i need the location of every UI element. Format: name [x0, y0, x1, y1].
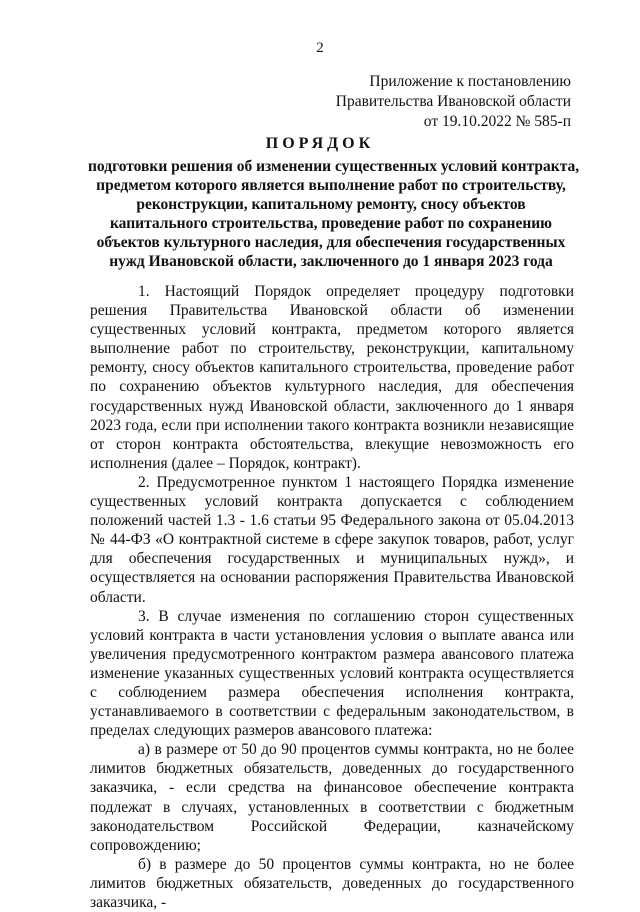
subtitle-line: предметом которого является выполнение работ по строительству,: [96, 177, 566, 194]
subtitle-line: реконструкции, капитальному ремонту, сносу объектов: [136, 196, 526, 213]
paragraph-3a: а) в размере от 50 до 90 процентов суммы контракта, но не более лимитов бюджетных обязательств, доведенных до государственного заказчика, - если средства на финансовое обеспечение контракта подлежат в случаях, установленных в соответствии с бюджетным законодательством Российской Федерации, казначейскому сопровождению;: [90, 741, 574, 854]
appendix-line: Приложение к постановлению: [369, 73, 571, 90]
appendix-header: [336, 72, 571, 132]
subtitle-line: объектов культурного наследия, для обеспечения государственных: [96, 234, 566, 251]
paragraph-1: 1. Настоящий Порядок определяет процедуру подготовки решения Правительства Ивановской области об изменении существенных условий контракта, предметом которого является выполнение работ по строительству, реконструкции, капитальному ремонту, сносу объектов капитального строительства, проведение работ по сохранению объектов культурного наследия, для обеспечения государственных нужд Ивановской области, заключенного до 1 января 2023 года, если при исполнении такого контракта возникли независящие от сторон контракта обстоятельства, влекущие невозможность его исполнения (далее – Порядок, контракт).: [90, 283, 574, 472]
page-number: 2: [316, 40, 324, 56]
appendix-line: от 19.10.2022 № 585-п: [423, 113, 571, 130]
paragraph-3b: б) в размере до 50 процентов суммы контракта, но не более лимитов бюджетных обязательств, доведенных до государственного заказчика, -: [90, 855, 574, 911]
paragraph-3: 3. В случае изменения по соглашению сторон существенных условий контракта в части установления условия о выплате аванса или увеличения предусмотренного контрактом размера авансового платежа изменение указанных существенных условий контракта осуществляется с соблюдением размера обеспечения исполнения контракта, устанавливаемого в соответствии с федеральным законодательством, в пределах следующих размеров авансового платежа:: [90, 607, 574, 740]
appendix-line: Правительства Ивановской области: [335, 93, 571, 110]
subtitle-line: капитального строительства, проведение работ по сохранению: [109, 215, 553, 232]
paragraph-2: 2. Предусмотренное пунктом 1 настоящего Порядка изменение существенных условий контракта допускается с соблюдением положений частей 1.3 - 1.6 статьи 95 Федерального закона от 05.04.2013 № 44-ФЗ «О контрактной системе в сфере закупок товаров, работ, услуг для обеспечения государственных и муниципальных нужд», и осуществляется на основании распоряжения Правительства Ивановской области.: [90, 473, 574, 606]
subtitle-line: нужд Ивановской области, заключенного до 1 января 2023 года: [109, 253, 553, 270]
document-body: [90, 282, 574, 912]
subtitle-line: подготовки решения об изменении существенных условий контракта,: [88, 158, 580, 175]
document-title: ПОРЯДОК: [265, 135, 375, 152]
document-subtitle: [88, 157, 580, 271]
